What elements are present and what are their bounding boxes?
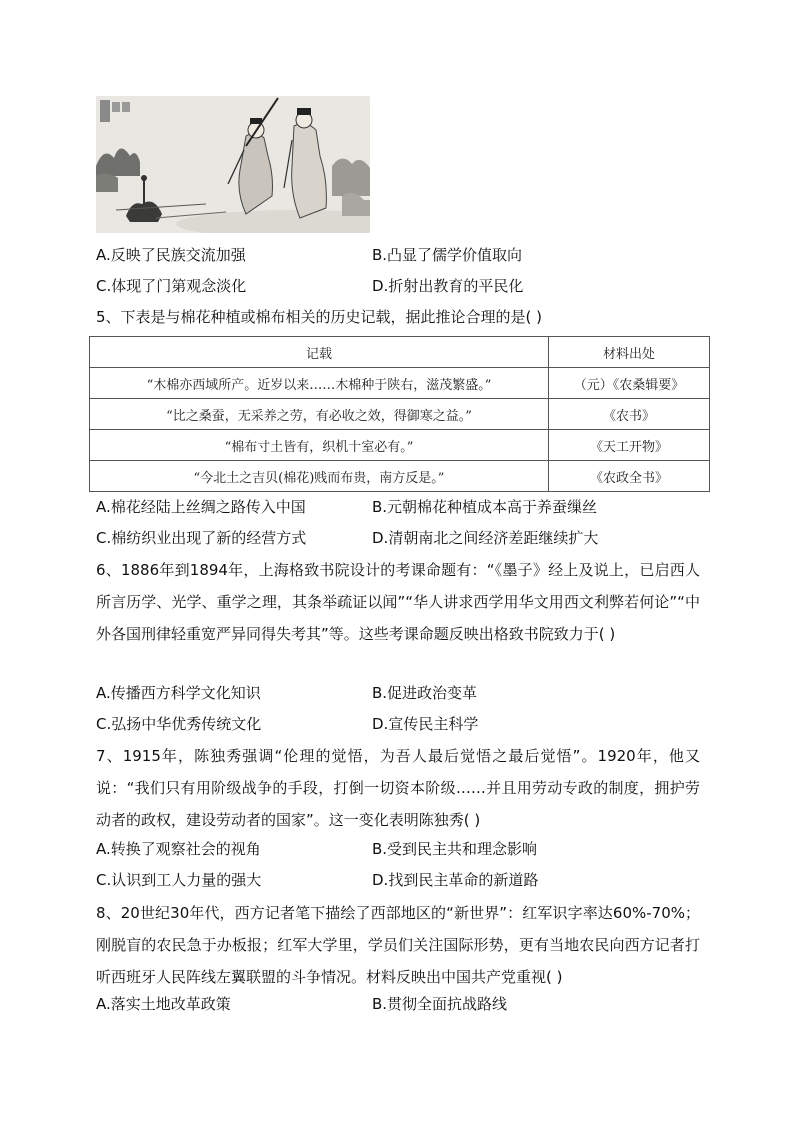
q8-option-b[interactable]: B.贯彻全面抗战路线 <box>372 995 508 1013</box>
q5-option-a[interactable]: A.棉花经陆上丝绸之路传入中国 <box>96 498 306 516</box>
painting-illustration <box>96 96 370 233</box>
q5-options-row-1 <box>96 496 716 518</box>
q6-stem: 6、1886年到1894年，上海格致书院设计的考课命题有：“《墨子》经上及说上，已启西人所言历学、光学、重学之理，其条举疏证以闻”“华人讲求西学用华文用西文利弊若何论”“中外各国刑律轻重宽严异同得失考其”等。这些考课命题反映出格致书院致力于( ) <box>96 561 700 643</box>
q4-option-d[interactable]: D.折射出教育的平民化 <box>372 277 524 295</box>
q6-options-row-2 <box>96 713 716 735</box>
q6-option-c[interactable]: C.弘扬中华优秀传统文化 <box>96 715 262 733</box>
q8-options-row-1 <box>96 993 716 1015</box>
table-cell-source: 《天工开物》 <box>548 430 709 461</box>
q5-stem: 5、下表是与棉花种植或棉布相关的历史记载，据此推论合理的是( ) <box>96 308 543 326</box>
table-header-source: 材料出处 <box>548 337 709 368</box>
table-cell-record: “今北土之吉贝(棉花)贱而布贵，南方反是。” <box>90 461 549 492</box>
q7-option-d[interactable]: D.找到民主革命的新道路 <box>372 871 539 889</box>
q6-option-b[interactable]: B.促进政治变革 <box>372 684 478 702</box>
q5-options-row-2 <box>96 527 716 549</box>
q6-options-row-1 <box>96 682 716 704</box>
q7-option-c[interactable]: C.认识到工人力量的强大 <box>96 871 262 889</box>
table-row <box>90 461 710 492</box>
q5-option-d[interactable]: D.清朝南北之间经济差距继续扩大 <box>372 529 599 547</box>
table-cell-record: “比之桑蚕，无采养之劳，有必收之效，得御寒之益。” <box>90 399 549 430</box>
table-cell-source: 《农书》 <box>548 399 709 430</box>
q8-option-a[interactable]: A.落实土地改革政策 <box>96 995 231 1013</box>
q4-option-a[interactable]: A.反映了民族交流加强 <box>96 246 246 264</box>
table-row <box>90 399 710 430</box>
q6-option-a[interactable]: A.传播西方科学文化知识 <box>96 684 261 702</box>
q7-stem: 7、1915年，陈独秀强调“伦理的觉悟，为吾人最后觉悟之最后觉悟”。1920年，他又说：“我们只有用阶级战争的手段，打倒一切资本阶级……并且用劳动专政的制度，拥护劳动者的政权，建设劳动者的国家”。这一变化表明陈独秀( ) <box>96 747 700 829</box>
q7-option-b[interactable]: B.受到民主共和理念影响 <box>372 840 538 858</box>
table-row <box>90 368 710 399</box>
q7-option-a[interactable]: A.转换了观察社会的视角 <box>96 840 261 858</box>
table-header-record: 记载 <box>90 337 549 368</box>
q4-painting-image <box>96 96 370 233</box>
q5-option-c[interactable]: C.棉纺织业出现了新的经营方式 <box>96 529 307 547</box>
table-cell-source: 《农政全书》 <box>548 461 709 492</box>
q7-options-row-1 <box>96 838 716 860</box>
table-header-row <box>90 337 710 368</box>
q4-options-row-2 <box>96 275 716 297</box>
q4-option-c[interactable]: C.体现了门第观念淡化 <box>96 277 247 295</box>
q5-records-table <box>89 336 710 492</box>
q8-stem: 8、20世纪30年代，西方记者笔下描绘了西部地区的“新世界”：红军识字率达60%-70%；刚脱盲的农民急于办板报；红军大学里，学员们关注国际形势，更有当地农民向西方记者打听西班牙人民阵线左翼联盟的斗争情况。材料反映出中国共产党重视( ) <box>96 904 700 986</box>
q4-options-row-1 <box>96 244 716 266</box>
q4-option-b[interactable]: B.凸显了儒学价值取向 <box>372 246 523 264</box>
table-row <box>90 430 710 461</box>
q6-option-d[interactable]: D.宣传民主科学 <box>372 715 479 733</box>
table-cell-record: “木棉亦西域所产。近岁以来……木棉种于陕右，滋茂繁盛。” <box>90 368 549 399</box>
table-cell-source: （元）《农桑辑要》 <box>548 368 709 399</box>
q7-options-row-2 <box>96 869 716 891</box>
table-cell-record: “棉布寸土皆有，织机十室必有。” <box>90 430 549 461</box>
q5-option-b[interactable]: B.元朝棉花种植成本高于养蚕缫丝 <box>372 498 598 516</box>
